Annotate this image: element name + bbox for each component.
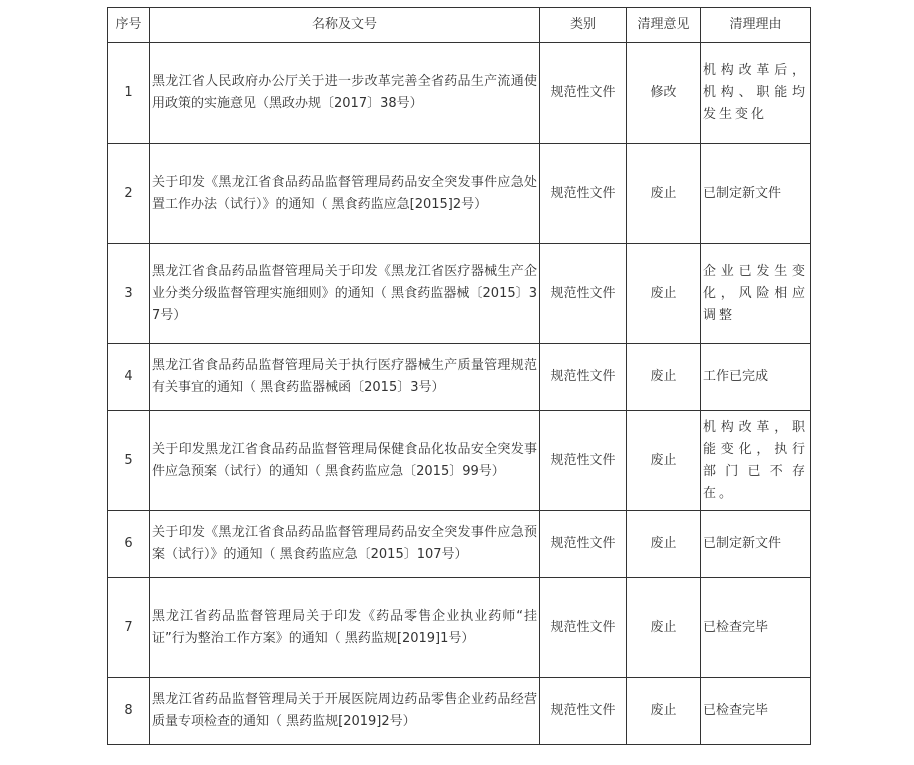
row-number: 2 [108, 144, 150, 244]
cleanup-table [107, 7, 811, 745]
document-type: 规范性文件 [540, 244, 627, 344]
table-row [108, 411, 811, 511]
document-type: 规范性文件 [540, 678, 627, 745]
document-type: 规范性文件 [540, 511, 627, 578]
row-number: 6 [108, 511, 150, 578]
table-row [108, 244, 811, 344]
document-type: 规范性文件 [540, 578, 627, 678]
document-name: 关于印发黑龙江省食品药品监督管理局保健食品化妆品安全突发事件应急预案（试行）的通知（ 黑食药监应急〔2015〕99号） [150, 411, 540, 511]
table-row [108, 144, 811, 244]
document-type: 规范性文件 [540, 411, 627, 511]
cleanup-reason: 企业已发生变化，风险相应调整 [701, 244, 811, 344]
document-name: 黑龙江省食品药品监督管理局关于印发《黑龙江省医疗器械生产企业分类分级监督管理实施细则》的通知（ 黑食药监器械〔2015〕37号） [150, 244, 540, 344]
cleanup-reason: 机构改革，职能变化，执行部门已不存在。 [701, 411, 811, 511]
header-reason: 清理理由 [701, 8, 811, 43]
row-number: 3 [108, 244, 150, 344]
header-type: 类别 [540, 8, 627, 43]
cleanup-opinion: 废止 [627, 411, 701, 511]
cleanup-reason: 工作已完成 [701, 344, 811, 411]
cleanup-opinion: 废止 [627, 511, 701, 578]
document-type: 规范性文件 [540, 344, 627, 411]
header-opinion: 清理意见 [627, 8, 701, 43]
table-row [108, 511, 811, 578]
cleanup-reason: 已检查完毕 [701, 678, 811, 745]
row-number: 8 [108, 678, 150, 745]
row-number: 1 [108, 43, 150, 144]
cleanup-opinion: 废止 [627, 678, 701, 745]
row-number: 4 [108, 344, 150, 411]
table-row [108, 43, 811, 144]
document-type: 规范性文件 [540, 144, 627, 244]
document-type: 规范性文件 [540, 43, 627, 144]
row-number: 7 [108, 578, 150, 678]
table-row [108, 344, 811, 411]
table-header-row [108, 8, 811, 43]
cleanup-reason: 已检查完毕 [701, 578, 811, 678]
document-name: 黑龙江省药品监督管理局关于开展医院周边药品零售企业药品经营质量专项检查的通知（ 黑药监规[2019]2号） [150, 678, 540, 745]
document-name: 黑龙江省药品监督管理局关于印发《药品零售企业执业药师“挂证”行为整治工作方案》的通知（ 黑药监规[2019]1号） [150, 578, 540, 678]
document-name: 关于印发《黑龙江省食品药品监督管理局药品安全突发事件应急预案（试行）》的通知（ 黑食药监应急〔2015〕107号） [150, 511, 540, 578]
cleanup-opinion: 修改 [627, 43, 701, 144]
cleanup-opinion: 废止 [627, 244, 701, 344]
document-name: 关于印发《黑龙江省食品药品监督管理局药品安全突发事件应急处置工作办法（试行）》的通知（ 黑食药监应急[2015]2号） [150, 144, 540, 244]
cleanup-opinion: 废止 [627, 578, 701, 678]
cleanup-reason: 机构改革后，机构、职能均发生变化 [701, 43, 811, 144]
table-row [108, 578, 811, 678]
header-no: 序号 [108, 8, 150, 43]
cleanup-opinion: 废止 [627, 144, 701, 244]
header-name: 名称及文号 [150, 8, 540, 43]
document-name: 黑龙江省食品药品监督管理局关于执行医疗器械生产质量管理规范有关事宜的通知（ 黑食药监器械函〔2015〕3号） [150, 344, 540, 411]
cleanup-opinion: 废止 [627, 344, 701, 411]
row-number: 5 [108, 411, 150, 511]
document-name: 黑龙江省人民政府办公厅关于进一步改革完善全省药品生产流通使用政策的实施意见（黑政办规〔2017〕38号） [150, 43, 540, 144]
cleanup-reason: 已制定新文件 [701, 511, 811, 578]
table-row [108, 678, 811, 745]
cleanup-reason: 已制定新文件 [701, 144, 811, 244]
